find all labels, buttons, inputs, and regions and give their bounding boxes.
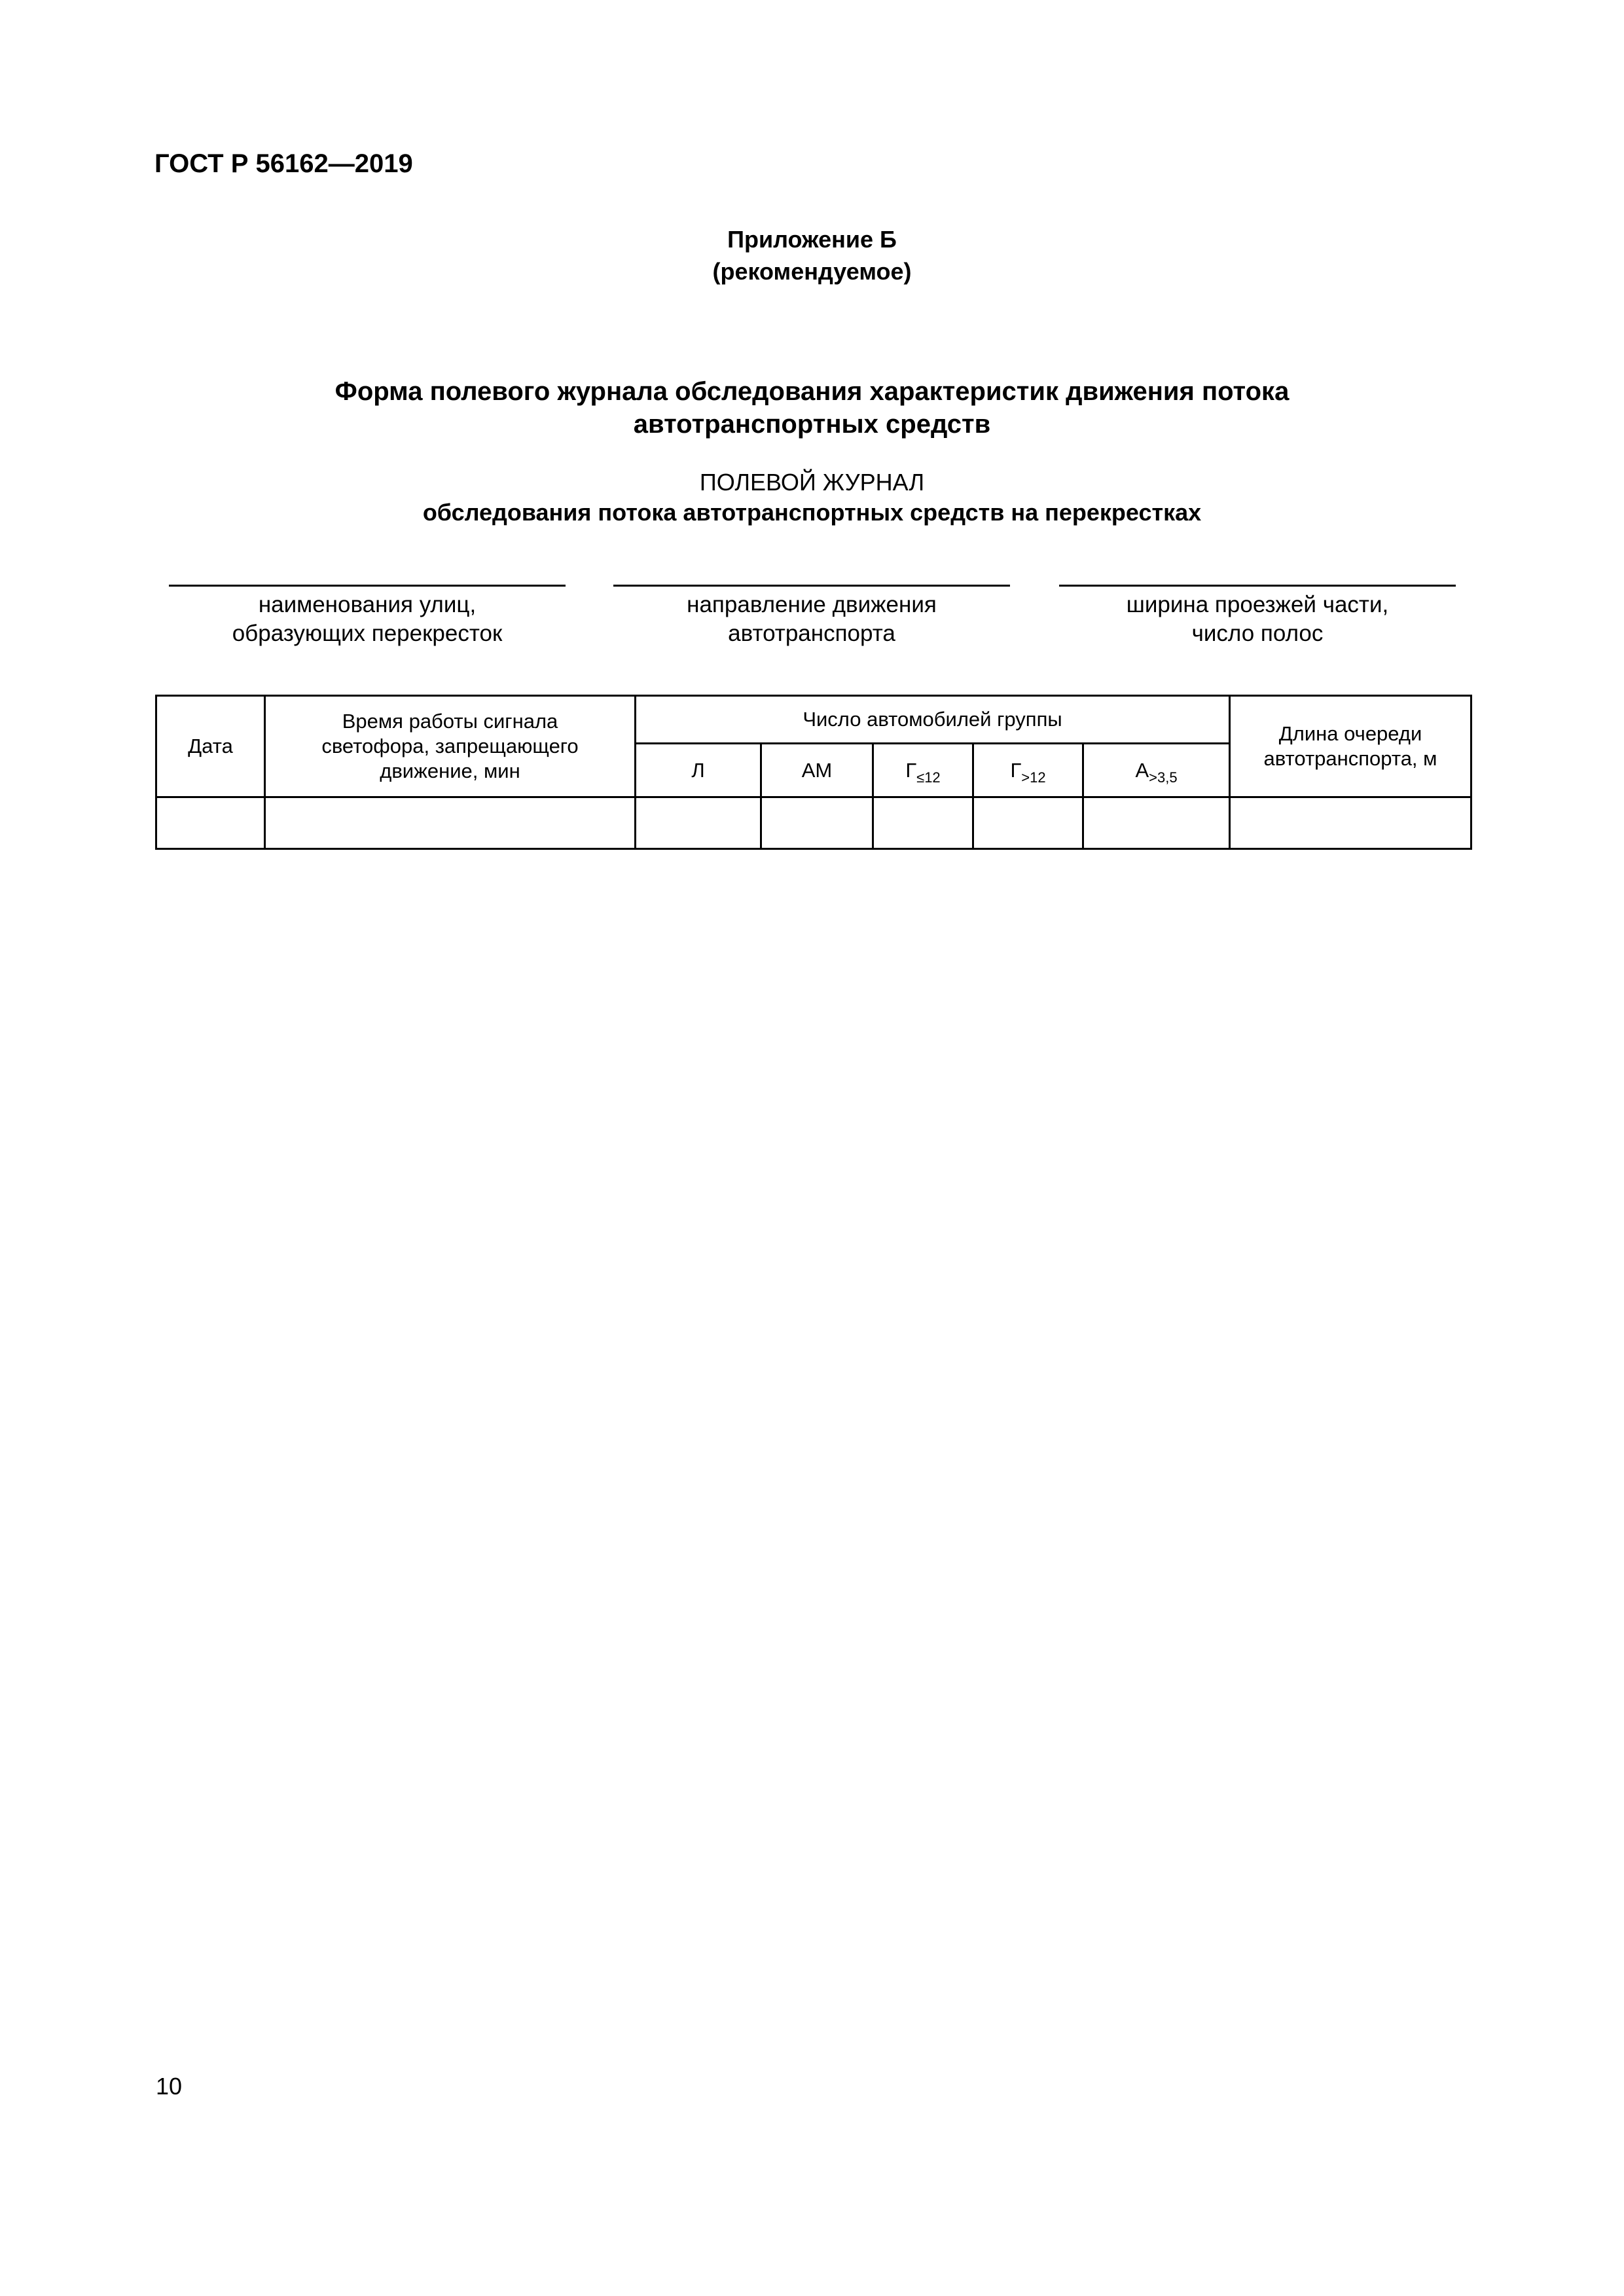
header-signal-time: Время работы сигнала светофора, запрещающего движение, мин	[265, 696, 636, 797]
document-code: ГОСТ Р 56162—2019	[154, 149, 413, 178]
page-number: 10	[156, 2073, 183, 2100]
header-group-am: АМ	[761, 744, 873, 797]
form-title-line-2: автотранспортных средств	[633, 410, 991, 439]
cell-signal-time[interactable]	[265, 797, 636, 849]
signature-caption: ширина проезжей части, число полос	[1126, 592, 1389, 646]
signature-field-direction	[613, 585, 1010, 648]
signature-caption: наименования улиц, образующих перекресток	[232, 592, 503, 646]
cell-date[interactable]	[156, 797, 265, 849]
fill-in-line[interactable]	[613, 585, 1010, 587]
table-row	[156, 797, 1471, 849]
header-group-l: Л	[636, 744, 761, 797]
header-queue-length: Длина очереди автотранспорта, м	[1230, 696, 1471, 797]
field-journal-table	[155, 695, 1472, 850]
cell-group-g-le12[interactable]	[873, 797, 973, 849]
cell-group-g-gt12[interactable]	[973, 797, 1083, 849]
header-group-g-le12: $Г_{\le 12}$	[873, 744, 973, 797]
signature-field-streets	[169, 585, 566, 648]
cell-queue-length[interactable]	[1230, 797, 1471, 849]
cell-group-am[interactable]	[761, 797, 873, 849]
journal-title: ПОЛЕВОЙ ЖУРНАЛ	[699, 469, 925, 496]
appendix-subtitle: (рекомендуемое)	[712, 258, 912, 285]
journal-subtitle: обследования потока автотранспортных средств на перекрестках	[422, 499, 1202, 526]
appendix-title: Приложение Б	[727, 226, 897, 253]
fill-in-line[interactable]	[1059, 585, 1456, 587]
cell-group-a-gt35[interactable]	[1083, 797, 1230, 849]
header-group-g-gt12: $Г_{>12}$	[973, 744, 1083, 797]
signature-caption: направление движения автотранспорта	[687, 592, 937, 646]
header-date: Дата	[156, 696, 265, 797]
header-vehicle-groups: Число автомобилей группы	[636, 696, 1230, 744]
signature-field-roadway-width	[1059, 585, 1456, 648]
form-title-line-1: Форма полевого журнала обследования характеристик движения потока	[334, 377, 1290, 406]
cell-group-l[interactable]	[636, 797, 761, 849]
fill-in-line[interactable]	[169, 585, 566, 587]
header-group-a-gt35: $А_{>3,5}$	[1083, 744, 1230, 797]
